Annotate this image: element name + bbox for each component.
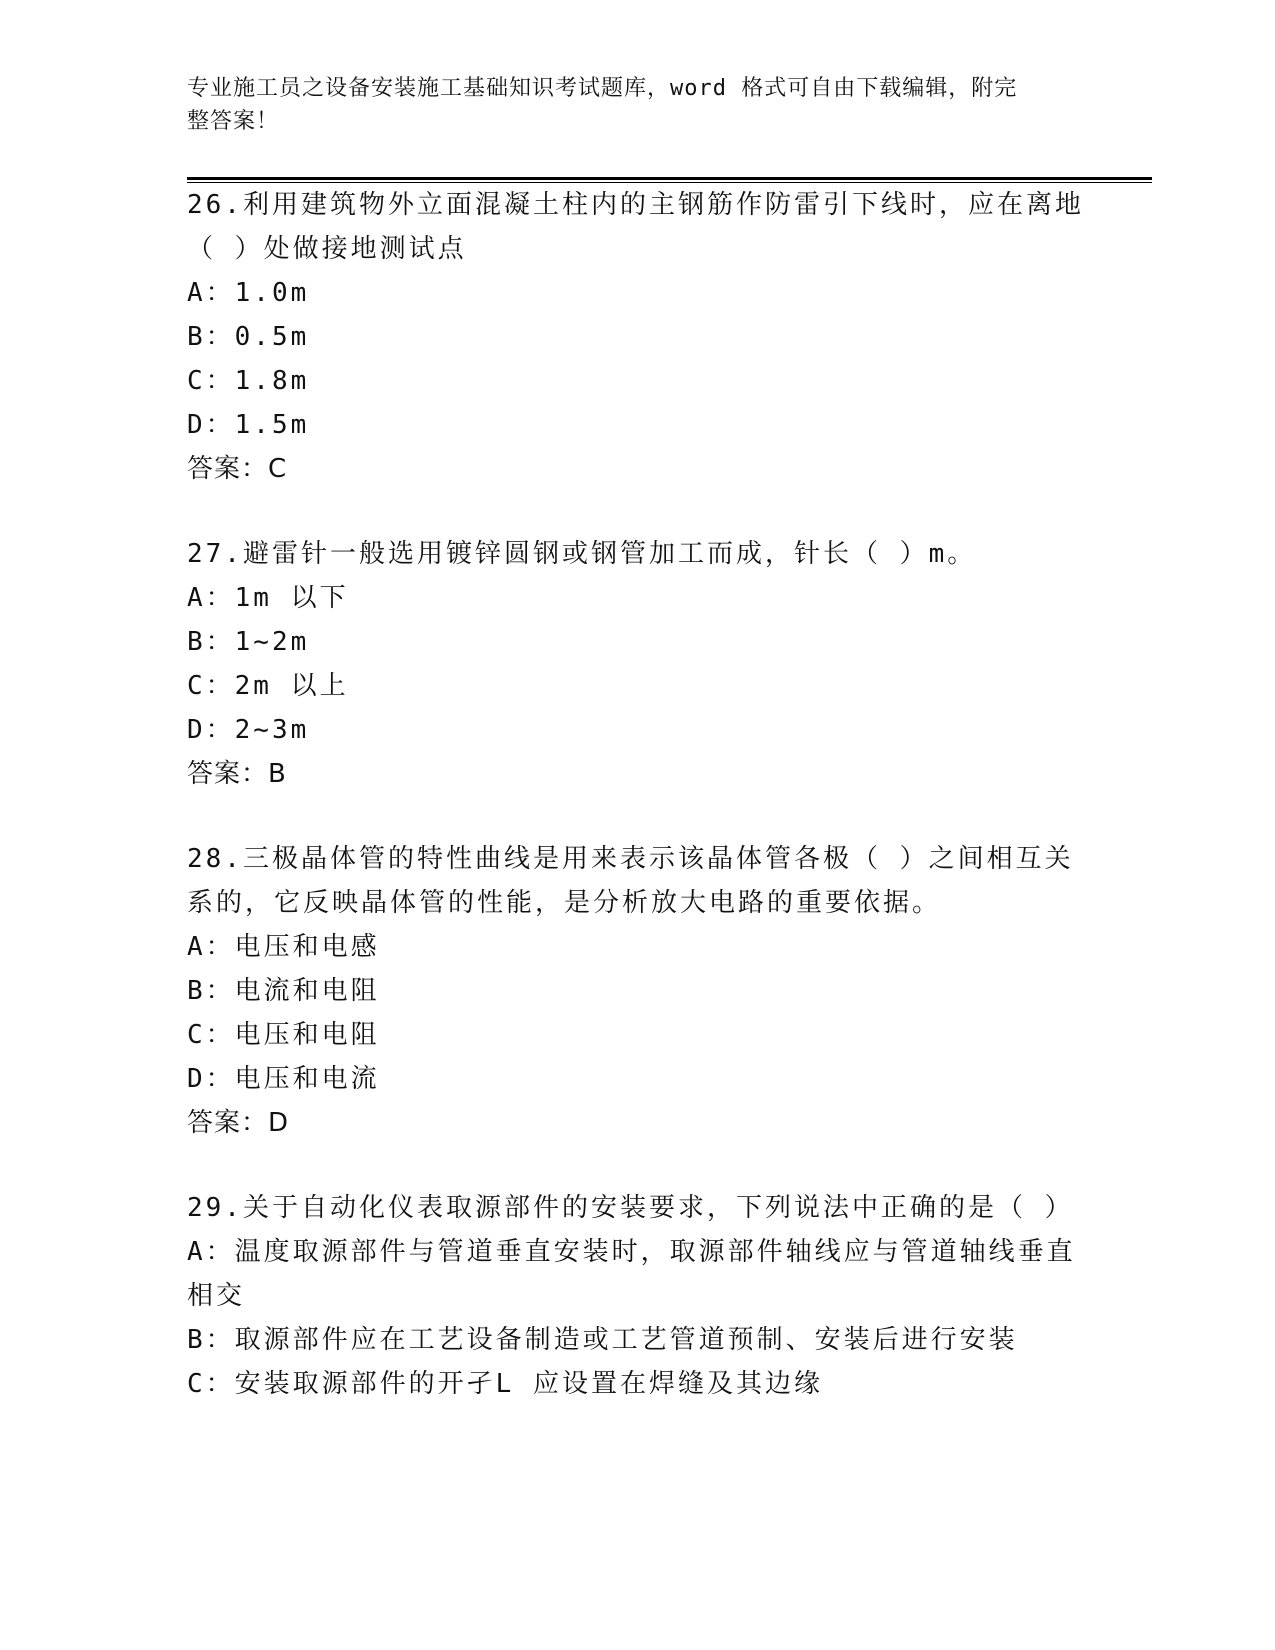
question-29-option-b: B：取源部件应在工艺设备制造或工艺管道预制、安装后进行安装: [187, 1325, 1018, 1355]
question-28-stem-line-2: 系的，它反映晶体管的性能，是分析放大电路的重要依据。: [187, 888, 942, 918]
question-26-stem-line-1: 26.利用建筑物外立面混凝土柱内的主钢筋作防雷引下线时，应在离地: [187, 190, 1084, 220]
question-26-stem-line-2: （ ）处做接地测试点: [187, 234, 467, 264]
header-line-1: 专业施工员之设备安装施工基础知识考试题库，word 格式可自由下载编辑，附完: [187, 76, 1018, 101]
question-27-option-d: D：2~3m: [187, 715, 310, 745]
question-26-option-b: B：0.5m: [187, 322, 310, 352]
question-27-stem-line-1: 27.避雷针一般选用镀锌圆钢或钢管加工而成，针长（ ）m。: [187, 539, 977, 569]
question-28-option-d: D：电压和电流: [187, 1064, 380, 1094]
header-divider-thin: [187, 182, 1152, 183]
header-divider-thick: [187, 177, 1152, 180]
question-27-option-c: C：2m 以上: [187, 671, 349, 701]
question-29-option-c: C：安装取源部件的开孑L 应设置在焊缝及其边缘: [187, 1369, 823, 1399]
question-28-option-c: C：电压和电阻: [187, 1020, 380, 1050]
question-29-option-a-continued: 相交: [187, 1281, 246, 1311]
question-29-option-a: A：温度取源部件与管道垂直安装时，取源部件轴线应与管道轴线垂直: [187, 1237, 1076, 1267]
question-26-option-a: A：1.0m: [187, 278, 310, 308]
question-28-option-a: A：电压和电感: [187, 932, 380, 962]
question-28-stem-line-1: 28.三极晶体管的特性曲线是用来表示该晶体管各极（ ）之间相互关: [187, 844, 1074, 874]
question-26-option-d: D：1.5m: [187, 410, 310, 440]
question-26-option-c: C：1.8m: [187, 366, 310, 396]
question-28-answer: 答案：D: [187, 1108, 290, 1138]
question-27-option-b: B：1~2m: [187, 627, 310, 657]
question-26-answer: 答案：C: [187, 454, 288, 484]
question-27-answer: 答案：B: [187, 759, 287, 789]
document-header: [187, 72, 1067, 138]
question-27-option-a: A：1m 以下: [187, 583, 349, 613]
question-28-option-b: B：电流和电阻: [187, 976, 380, 1006]
header-line-2: 整答案！: [187, 109, 280, 134]
question-29-stem-line-1: 29.关于自动化仪表取源部件的安装要求，下列说法中正确的是（ ）: [187, 1193, 1074, 1223]
